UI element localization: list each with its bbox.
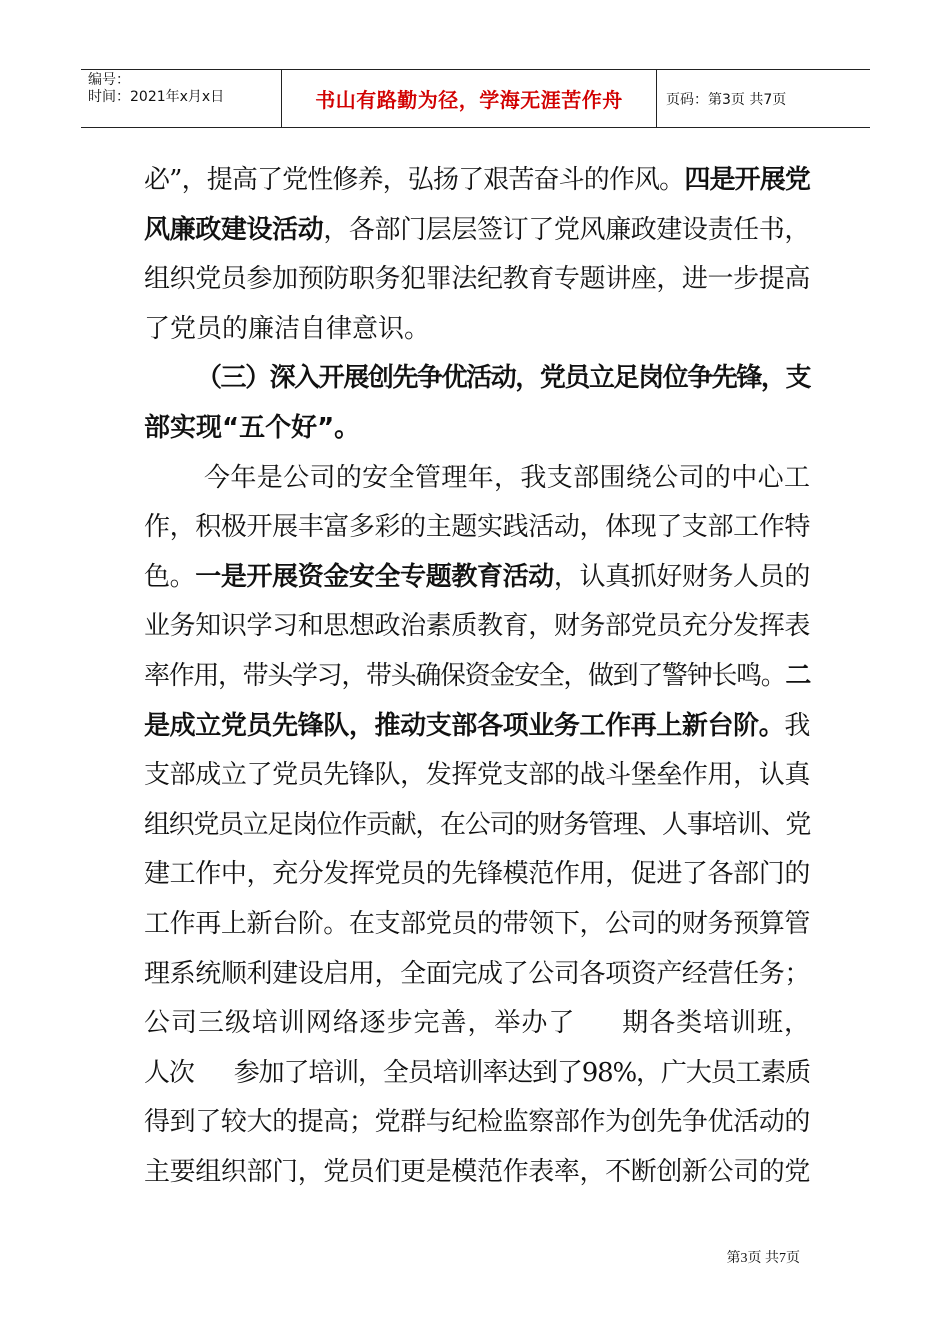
text-line: 色。一是开展资金安全专题教育活动，认真抓好财务人员的 xyxy=(144,561,810,592)
text-line: 率作用，带头学习，带头确保资金安全，做到了警钟长鸣。二 xyxy=(144,660,810,691)
footer-page-number: 第3页 共7页 xyxy=(726,1251,800,1266)
header-meta xyxy=(81,70,282,127)
header-motto: 书山有路勤为径，学海无涯苦作舟 xyxy=(282,70,657,127)
text-line: 公司三级培训网络逐步完善，举办了 期各类培训班， xyxy=(144,1008,810,1039)
text-line: 支部成立了党员先锋队，发挥党支部的战斗堡垒作用，认真 xyxy=(144,760,810,791)
page-header xyxy=(81,69,870,128)
text-line: 作，积极开展丰富多彩的主题实践活动，体现了支部工作特 xyxy=(144,512,810,543)
text-line: 工作再上新台阶。在支部党员的带领下，公司的财务预算管 xyxy=(144,908,810,939)
section-heading-line: （三）深入开展创先争优活动，党员立足岗位争先锋，支 xyxy=(196,363,810,394)
text-line: 今年是公司的安全管理年，我支部围绕公司的中心工 xyxy=(204,462,810,493)
text-line: 风廉政建设活动，各部门层层签订了党风廉政建设责任书， xyxy=(144,214,810,245)
number-label: 编号： xyxy=(88,72,130,88)
text-line: 人次 参加了培训，全员培训率达到了98%，广大员工素质 xyxy=(144,1057,810,1088)
text-line: 建工作中，充分发挥党员的先锋模范作用，促进了各部门的 xyxy=(144,859,810,890)
document-body xyxy=(144,156,810,1197)
text-line: 得到了较大的提高；党群与纪检监察部作为创先争优活动的 xyxy=(144,1107,810,1138)
text-line: 组织党员立足岗位作贡献，在公司的财务管理、人事培训、党 xyxy=(144,809,810,840)
date-label: 时间：2021年x月x日 xyxy=(88,89,225,105)
text-line: 了党员的廉洁自律意识。 xyxy=(144,313,431,344)
section-heading-line: 部实现“五个好”。 xyxy=(144,412,361,443)
text-line: 业务知识学习和思想政治素质教育，财务部党员充分发挥表 xyxy=(144,611,810,642)
text-line: 理系统顺利建设启用，全面完成了公司各项资产经营任务； xyxy=(144,958,810,989)
text-line: 主要组织部门，党员们更是模范作表率，不断创新公司的党 xyxy=(144,1156,810,1187)
header-page-info: 页码：第3页 共7页 xyxy=(666,91,787,108)
text-line: 组织党员参加预防职务犯罪法纪教育专题讲座，进一步提高 xyxy=(144,264,810,295)
text-line: 是成立党员先锋队，推动支部各项业务工作再上新台阶。我 xyxy=(144,710,810,741)
text-line: 必”，提高了党性修养，弘扬了艰苦奋斗的作风。四是开展党 xyxy=(144,165,810,195)
